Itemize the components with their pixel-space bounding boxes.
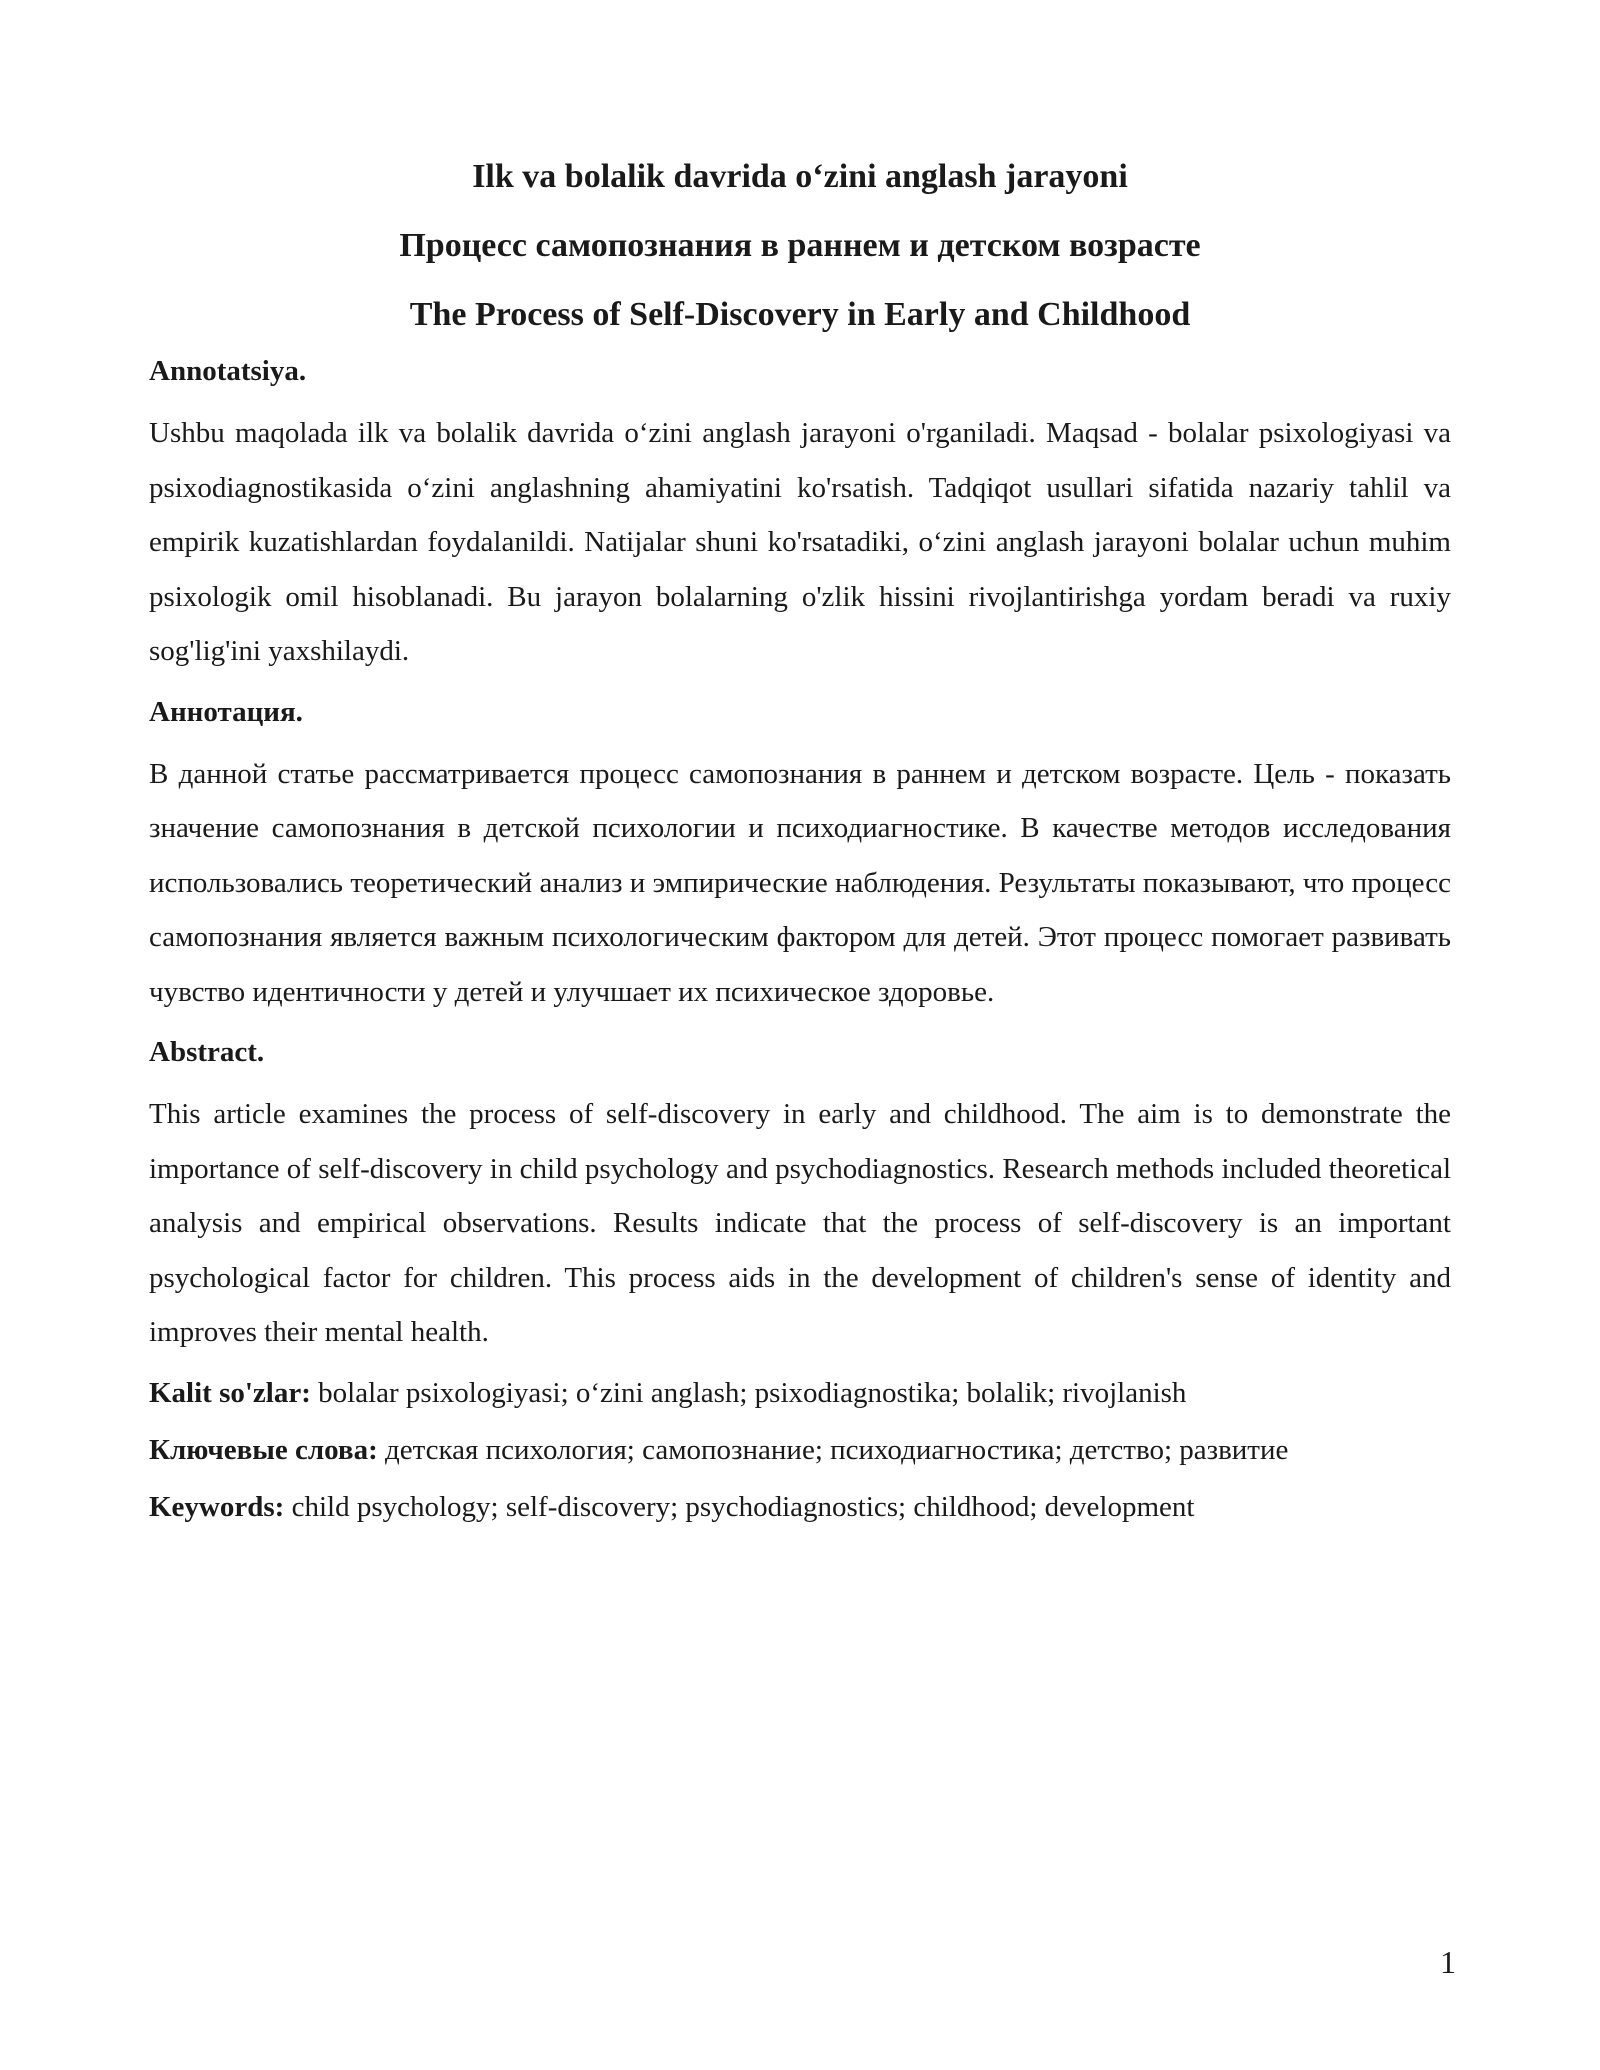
title-english: The Process of Self-Discovery in Early and Childhood: [409, 296, 1191, 333]
abstract-english-text: This article examines the process of self-discovery in early and childhood. The aim is to demonstrate the importance of self-discovery in child psychology and psychodiagnostics. Research methods included theoretical analysis and empirical observations. Results indicate that the process of self-discovery is an important psychological factor for children. This process aids in the development of children's sense of identity and improves their mental health.: [149, 1098, 1451, 1348]
annotation-uzbek-text: Ushbu maqolada ilk va bolalik davrida o‘zini anglash jarayoni o'rganiladi. Maqsad - bolalar psixologiyasi va psixodiagnostikasida o‘zini anglashning ahamiyatini ko'rsatish. Tadqiqot usullari sifatida nazariy tahlil va empirik kuzatishlardan foydalanildi. Natijalar shuni ko'rsatadiki, o‘zini anglash jarayoni bolalar uchun muhim psixologik omil hisoblanadi. Bu jarayon bolalarning o'zlik hissini rivojlantirishga yordam beradi va ruxiy sog'lig'ini yaxshilaydi.: [149, 417, 1451, 667]
title-block: [149, 142, 1451, 349]
annotation-russian: [149, 692, 1451, 1020]
keywords-uzbek-label: Kalit so'zlar:: [149, 1376, 311, 1409]
keywords-english-text: child psychology; self-discovery; psychodiagnostics; childhood; development: [284, 1490, 1195, 1523]
annotation-russian-heading: Аннотация.: [149, 695, 303, 728]
keywords-uzbek-text: bolalar psixologiyasi; o‘zini anglash; psixodiagnostika; bolalik; rivojlanish: [310, 1376, 1187, 1409]
annotation-russian-text: В данной статье рассматривается процесс самопознания в раннем и детском возрасте. Цель - показать значение самопознания в детской психологии и психодиагностике. В качестве методов исследования использовались теоретический анализ и эмпирические наблюдения. Результаты показывают, что процесс самопознания является важным психологическим фактором для детей. Этот процесс помогает развивать чувство идентичности у детей и улучшает их психическое здоровье.: [149, 757, 1451, 1008]
annotation-uzbek-heading: Annotatsiya.: [149, 355, 307, 387]
title-uzbek: Ilk va bolalik davrida o‘zini anglash jarayoni: [472, 158, 1128, 195]
keywords-english-label: Keywords:: [149, 1490, 285, 1523]
page-content: [149, 142, 1451, 1544]
title-russian: Процесс самопознания в раннем и детском возрасте: [399, 227, 1201, 264]
annotation-uzbek: [149, 351, 1451, 679]
page-number: 1: [1440, 1944, 1456, 1980]
keywords-english: [149, 1487, 1451, 1527]
keywords-russian-label: Ключевые слова:: [149, 1433, 378, 1466]
keywords-block: [149, 1373, 1451, 1527]
keywords-russian: [149, 1430, 1451, 1470]
abstract-english-heading: Abstract.: [149, 1036, 265, 1068]
keywords-russian-text: детская психология; самопознание; психодиагностика; детство; развитие: [377, 1433, 1289, 1466]
keywords-uzbek: [149, 1373, 1451, 1413]
abstract-english: [149, 1032, 1451, 1360]
